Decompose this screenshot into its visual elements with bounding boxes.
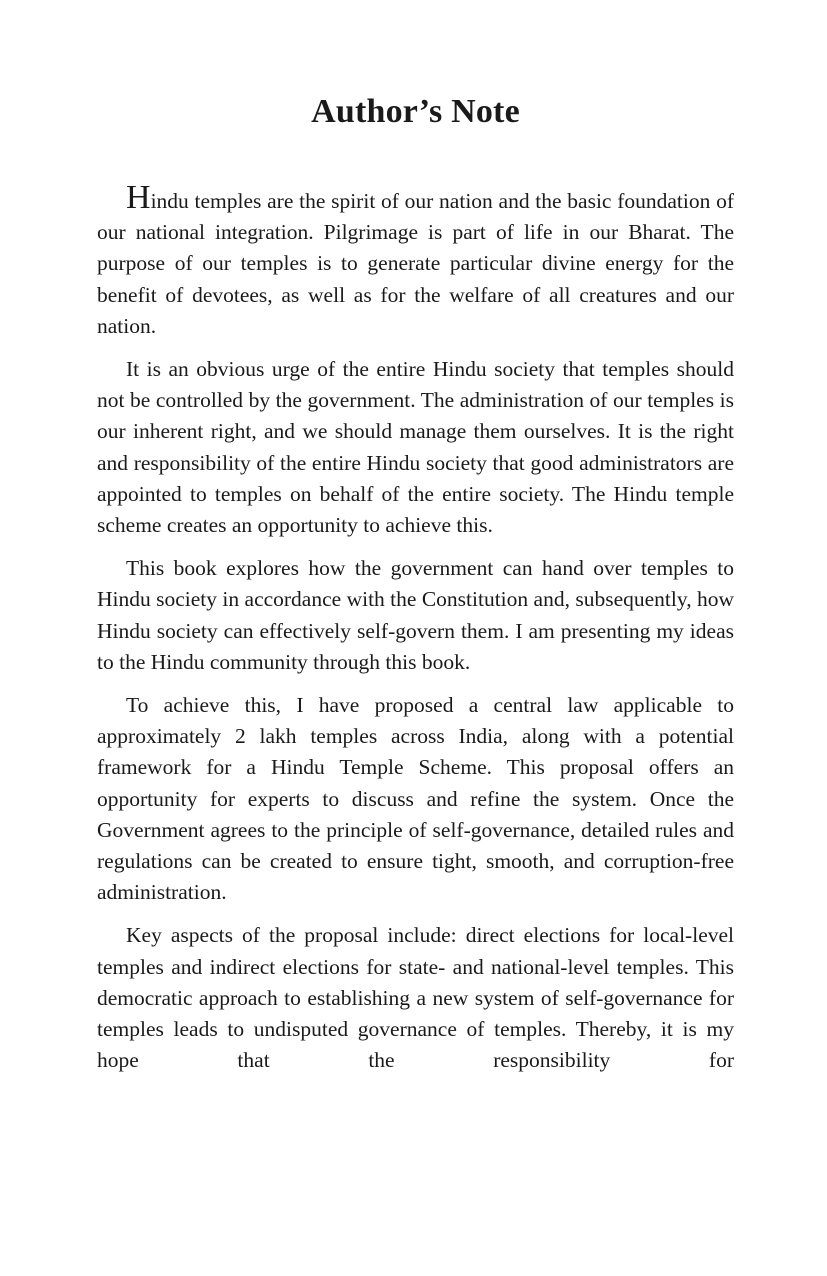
paragraph-2: It is an obvious urge of the entire Hindu society that temples should not be controlled by the government. The administration of our temples is our inherent right, and we should manage them ourselves. It is the right and responsibility of the entire Hindu society that good administrators are appointed to temples on behalf of the entire society. The Hindu temple scheme creates an opportunity to achieve this. [97, 357, 734, 538]
paragraph-1-text: indu temples are the spirit of our nation and the basic foundation of our national integration. Pilgrimage is part of life in our Bharat. The purpose of our temples is to generate particular divine energy for the benefit of devotees, as well as for the welfare of all creatures and our nation. [97, 189, 734, 338]
paragraph-5: Key aspects of the proposal include: direct elections for local-level temples and indirect elections for state- and national-level temples. This democratic approach to establishing a new system of self-governance for temples leads to undisputed governance of temples. Thereby, it is my hope that the responsibility for [97, 923, 734, 1073]
paragraph-3: This book explores how the government can hand over temples to Hindu society in accordance with the Constitution and, subsequently, how Hindu society can effectively self-govern them. I am presenting my ideas to the Hindu community through this book. [97, 556, 734, 674]
body-text [97, 179, 734, 1088]
paragraph-1 [97, 179, 734, 342]
drop-cap: H [126, 179, 151, 216]
paragraph-4: To achieve this, I have proposed a central law applicable to approximately 2 lakh temples across India, along with a potential framework for a Hindu Temple Scheme. This proposal offers an opportunity for experts to discuss and refine the system. Once the Government agrees to the principle of self-governance, detailed rules and regulations can be created to ensure tight, smooth, and corruption-free administration. [97, 693, 734, 905]
page-title: Author’s Note [311, 93, 520, 130]
